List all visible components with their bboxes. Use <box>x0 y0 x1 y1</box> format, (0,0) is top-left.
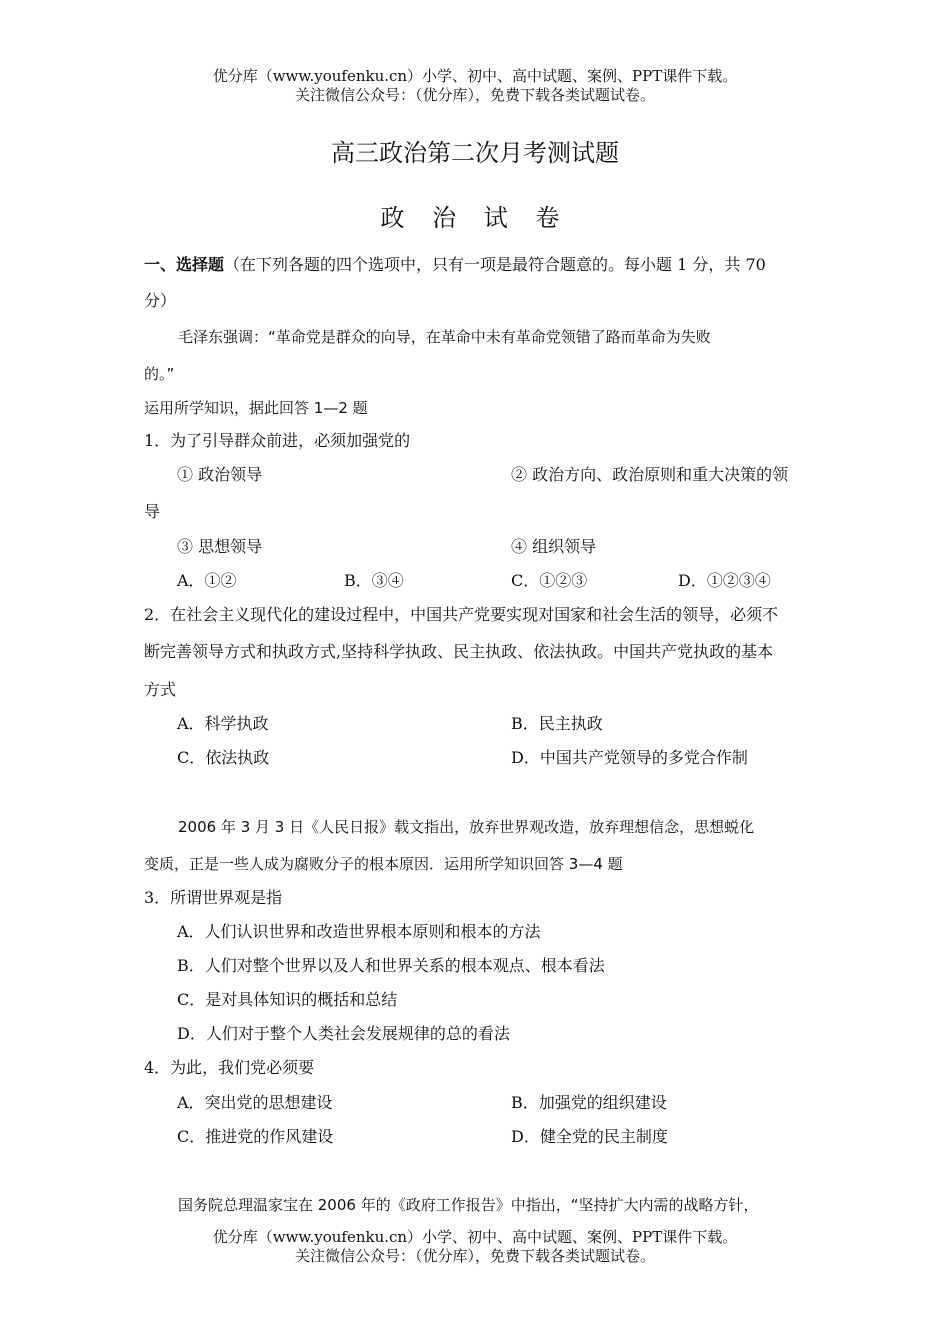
q3-option-c: C．是对具体知识的概括和总结 <box>177 990 398 1009</box>
page-subtitle: 政 治 试 卷 <box>380 204 570 232</box>
q4-option-c: C．推进党的作风建设 <box>177 1127 334 1146</box>
q4-option-b: B．加强党的组织建设 <box>511 1093 667 1112</box>
footer-line-2: 关注微信公众号：（优分库），免费下载各类试题试卷。 <box>294 1247 655 1265</box>
q1-option-d: D．①②③④ <box>678 571 771 590</box>
section-label: 一、选择题 <box>144 255 225 274</box>
q1-item-4: ④ 组织领导 <box>511 537 597 556</box>
q1-item-2: ② 政治方向、政治原则和重大决策的领 <box>511 465 789 484</box>
q1-item-1: ① 政治领导 <box>177 465 263 484</box>
q2-line2: 断完善领导方式和执政方式,坚持科学执政、民主执政、依法执政。中国共产党执政的基本 <box>144 642 774 661</box>
q2-option-d: D．中国共产党领导的多党合作制 <box>511 748 748 767</box>
q1-item-3: ③ 思想领导 <box>177 537 263 556</box>
passage2-line2: 变质，正是一些人成为腐败分子的根本原因．运用所学知识回答 3—4 题 <box>144 855 623 873</box>
q3-option-a: A．人们认识世界和改造世界根本原则和根本的方法 <box>177 922 541 941</box>
passage3-line1: 国务院总理温家宝在 2006 年的《政府工作报告》中指出，“坚持扩大内需的战略方针， <box>178 1196 759 1214</box>
q3-option-d: D．人们对于整个人类社会发展规律的总的看法 <box>177 1024 510 1043</box>
q2-option-c: C．依法执政 <box>177 748 270 767</box>
q2-line1: 2．在社会主义现代化的建设过程中，中国共产党要实现对国家和社会生活的领导，必须不 <box>144 605 779 624</box>
passage2-line1: 2006 年 3 月 3 日《人民日报》载文指出，放弃世界观改造，放弃理想信念，思想蜕化 <box>178 818 755 836</box>
q3-stem: 3．所谓世界观是指 <box>144 888 283 907</box>
passage1-line3: 运用所学知识，据此回答 1—2 题 <box>144 399 368 417</box>
footer-line-1: 优分库（www.youfenku.cn）小学、初中、高中试题、案例、PPT课件下载。 <box>212 1228 738 1246</box>
q3-option-b: B．人们对整个世界以及人和世界关系的根本观点、根本看法 <box>177 956 605 975</box>
q4-option-a: A．突出党的思想建设 <box>177 1093 333 1112</box>
q4-stem: 4．为此，我们党必须要 <box>144 1058 315 1077</box>
q1-item-2-cont: 导 <box>144 502 161 521</box>
header-line-2: 关注微信公众号：（优分库），免费下载各类试题试卷。 <box>294 86 655 104</box>
header-line-1: 优分库（www.youfenku.cn）小学、初中、高中试题、案例、PPT课件下载。 <box>212 67 738 85</box>
q1-option-b: B．③④ <box>344 571 404 590</box>
page-title: 高三政治第二次月考测试题 <box>331 139 619 167</box>
section-instr-a: （在下列各题的四个选项中，只有一项是最符合题意的。每小题 1 分，共 70 <box>224 255 766 274</box>
passage1-line1: 毛泽东强调：“革命党是群众的向导，在革命中未有革命党领错了路而革命为失败 <box>178 328 711 346</box>
q1-option-c: C．①②③ <box>511 571 588 590</box>
section-instr-b: 分） <box>144 291 177 310</box>
q1-stem: 1．为了引导群众前进，必须加强党的 <box>144 431 411 450</box>
q2-line3: 方式 <box>144 680 177 699</box>
q4-option-d: D．健全党的民主制度 <box>511 1127 668 1146</box>
passage1-line2: 的。” <box>144 365 175 383</box>
q2-option-a: A．科学执政 <box>177 714 269 733</box>
section-instructions <box>144 255 766 275</box>
q2-option-b: B．民主执政 <box>511 714 603 733</box>
q1-option-a: A．①② <box>177 571 237 590</box>
